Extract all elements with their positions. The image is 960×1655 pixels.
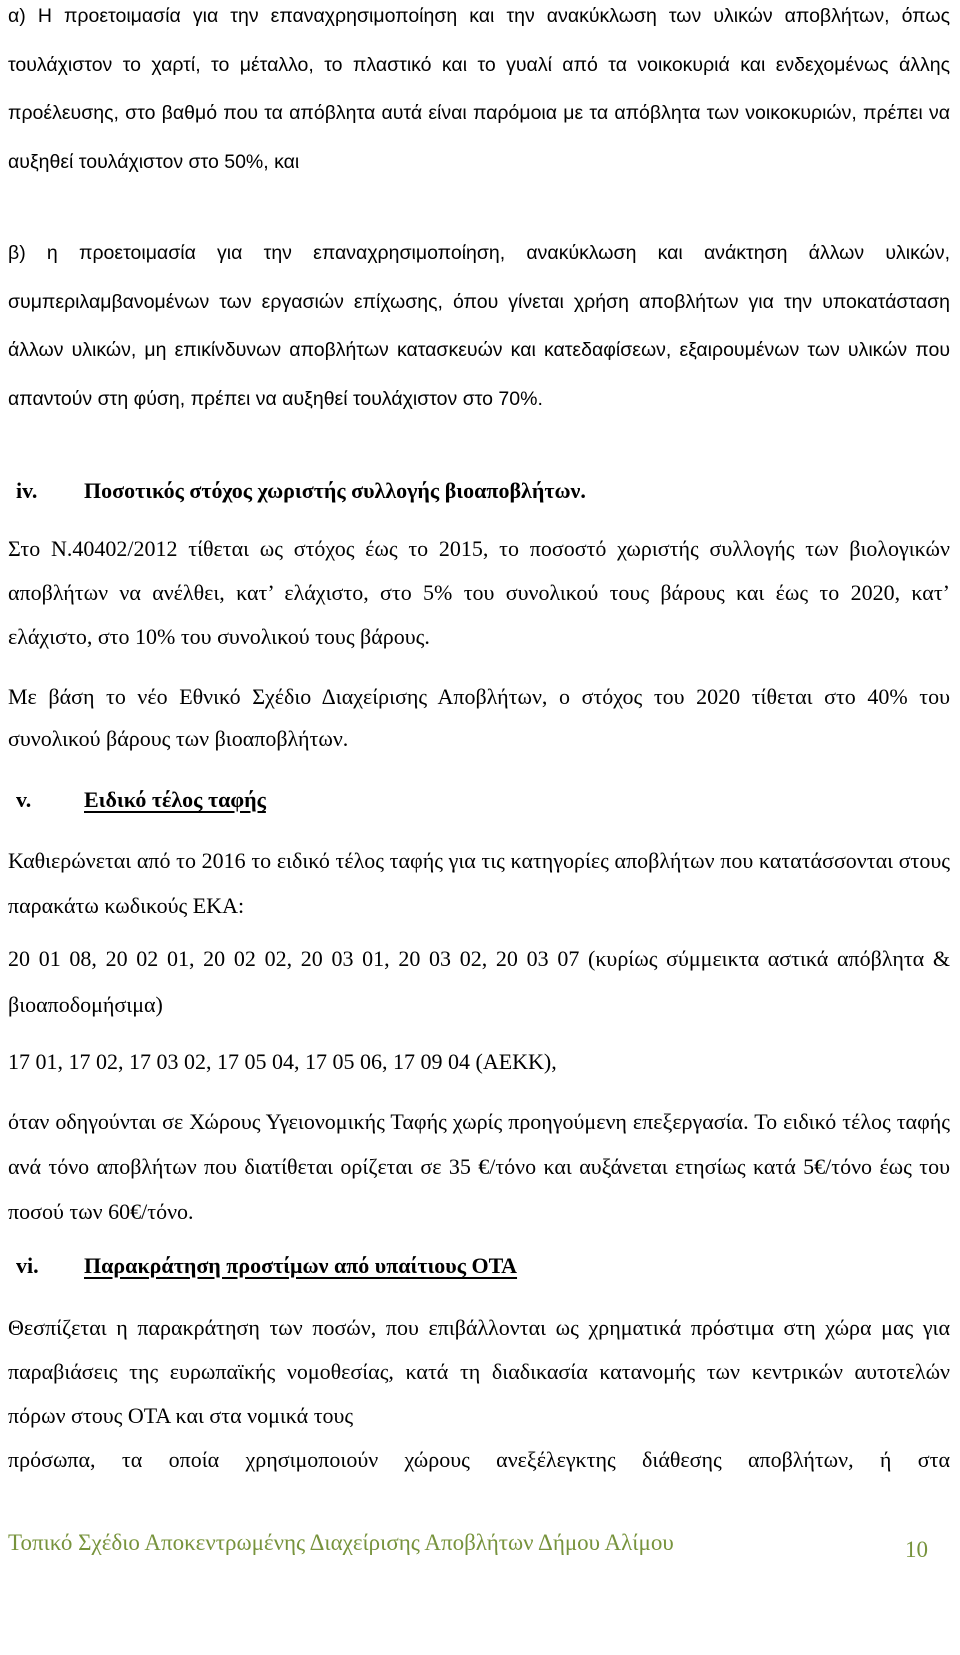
section-iv-title: Ποσοτικός στόχος χωριστής συλλογής βιοαποβλήτων. — [84, 478, 586, 503]
section-vi-title: Παρακράτηση προστίμων από υπαίτιους ΟΤΑ — [84, 1253, 518, 1278]
section-iv-number: iv. — [16, 478, 38, 503]
ewc-codes-municipal: 20 01 08, 20 02 01, 20 02 02, 20 03 01, 20 03 02, 20 03 07 (κυρίως σύμμεικτα αστικά απόβλητα & βιοαποδομήσιμα) — [8, 946, 950, 1017]
section-v-heading — [8, 787, 266, 813]
ewc-codes-construction: 17 01, 17 02, 17 03 02, 17 05 04, 17 05 06, 17 09 04 (ΑΕΚΚ), — [8, 1049, 557, 1074]
section-v-paragraph-2: όταν οδηγούνται σε Χώρους Υγειονομικής Ταφής χωρίς προηγούμενη επεξεργασία. Το ειδικό τέλος ταφής ανά τόνο αποβλήτων που διατίθεται ορίζεται σε 35 €/τόνο και αυξάνεται ετησίως κατά 5€/τόνο έως του ποσού των 60€/τόνο. — [8, 1109, 950, 1224]
section-vi-heading — [8, 1253, 517, 1279]
section-vi-paragraph-1-last-line: πρόσωπα, τα οποία χρησιμοποιούν χώρους ανεξέλεγκτης διάθεσης αποβλήτων, ή στα — [8, 1447, 950, 1472]
paragraph-b: β) η προετοιμασία για την επαναχρησιμοποίηση, ανακύκλωση και ανάκτηση άλλων υλικών, συμπεριλαμβανομένων των εργασιών επίχωσης, όπου γίνεται χρήση αποβλήτων για την υποκατάσταση άλλων υλικών, μη επικίνδυνων αποβλήτων κατασκευών και κατεδαφίσεων, εξαιρουμένων των υλικών που απαντούν στη φύση, πρέπει να αυξηθεί τουλάχιστον στο 70%. — [8, 242, 950, 410]
paragraph-a: α) Η προετοιμασία για την επαναχρησιμοποίηση και την ανακύκλωση των υλικών αποβλήτων, όπως τουλάχιστον το χαρτί, το μέταλλο, το πλαστικό και το γυαλί από τα νοικοκυριά και ενδεχομένως άλλης προέλευσης, στο βαθμό που τα απόβλητα αυτά είναι παρόμοια με τα απόβλητα των νοικοκυριών, πρέπει να αυξηθεί τουλάχιστον στο 50%, και — [8, 5, 950, 173]
section-v-paragraph-1: Καθιερώνεται από το 2016 το ειδικό τέλος ταφής για τις κατηγορίες αποβλήτων που κατατάσσονται στους παρακάτω κωδικούς ΕΚΑ: — [8, 848, 950, 918]
section-v-title: Ειδικό τέλος ταφής — [84, 787, 266, 812]
footer-title: Τοπικό Σχέδιο Αποκεντρωμένης Διαχείρισης Αποβλήτων Δήμου Αλίμου — [8, 1530, 674, 1555]
page-number: 10 — [905, 1537, 928, 1562]
section-vi-number: vi. — [16, 1253, 39, 1278]
section-v-number: v. — [16, 787, 32, 812]
section-iv-paragraph-1: Στο Ν.40402/2012 τίθεται ως στόχος έως το 2015, το ποσοστό χωριστής συλλογής των βιολογικών αποβλήτων να ανέλθει, κατ’ ελάχιστο, στο 5% του συνολικού τους βάρους και έως το 2020, κατ’ ελάχιστο, στο 10% του συνολικού τους βάρους. — [8, 536, 950, 649]
section-vi-paragraph-1: Θεσπίζεται η παρακράτηση των ποσών, που επιβάλλονται ως χρηματικά πρόστιμα στη χώρα μας για παραβιάσεις της ευρωπαϊκής νομοθεσίας, κατά τη διαδικασία κατανομής των κεντρικών αυτοτελών πόρων στους ΟΤΑ και στα νομικά τους — [8, 1315, 950, 1428]
section-iv-heading — [8, 478, 586, 504]
section-iv-paragraph-2: Με βάση το νέο Εθνικό Σχέδιο Διαχείρισης Αποβλήτων, ο στόχος του 2020 τίθεται στο 40% του συνολικού βάρους των βιοαποβλήτων. — [8, 684, 950, 751]
